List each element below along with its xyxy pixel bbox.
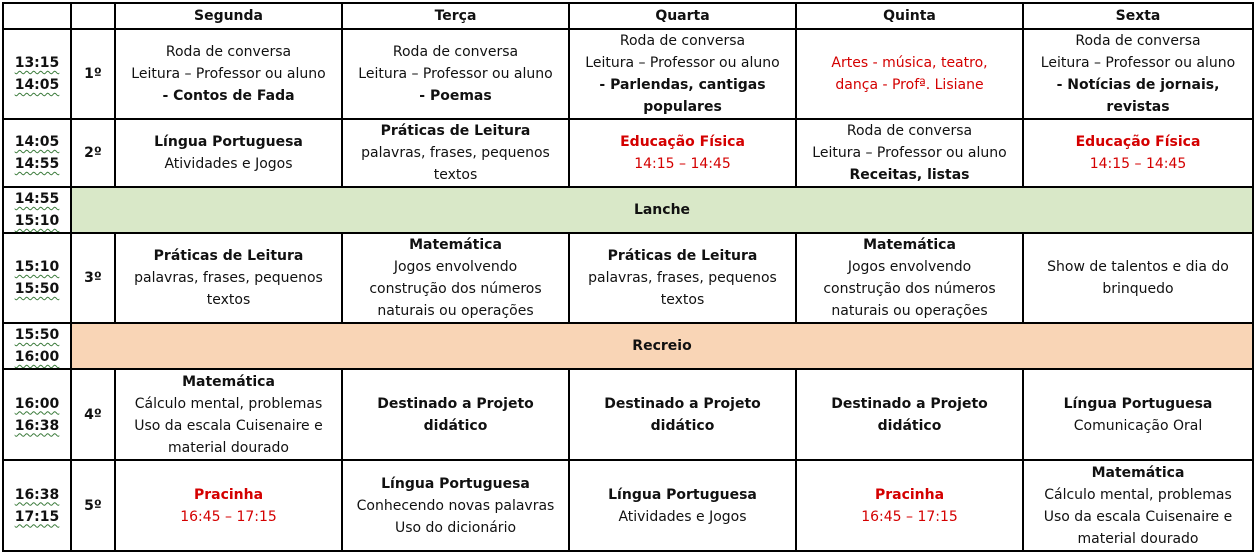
time-cell: 14:55 15:10 <box>3 187 71 233</box>
period-number: 1º <box>71 29 115 119</box>
header-empty-order <box>71 3 115 29</box>
cell-r3-monday: Práticas de Leitura palavras, frases, pequenos textos <box>115 233 342 323</box>
header-empty-time <box>3 3 71 29</box>
cell-r5-monday: Pracinha 16:45 – 17:15 <box>115 460 342 551</box>
cell-r1-wednesday: Roda de conversa Leitura – Professor ou aluno - Parlendas, cantigas populares <box>569 29 796 119</box>
cell-r5-thursday: Pracinha 16:45 – 17:15 <box>796 460 1023 551</box>
table-row-break <box>3 187 1253 233</box>
cell-r3-thursday: Matemática Jogos envolvendo construção dos números naturais ou operações <box>796 233 1023 323</box>
cell-r4-wednesday: Destinado a Projeto didático <box>569 369 796 460</box>
time-cell: 13:15 14:05 <box>3 29 71 119</box>
cell-r3-wednesday: Práticas de Leitura palavras, frases, pequenos textos <box>569 233 796 323</box>
table-row <box>3 29 1253 119</box>
time-cell: 15:10 15:50 <box>3 233 71 323</box>
table-row <box>3 369 1253 460</box>
period-number: 5º <box>71 460 115 551</box>
cell-r3-tuesday: Matemática Jogos envolvendo construção dos números naturais ou operações <box>342 233 569 323</box>
cell-r5-wednesday: Língua Portuguesa Atividades e Jogos <box>569 460 796 551</box>
header-day-monday: Segunda <box>115 3 342 29</box>
weekly-schedule-table <box>2 2 1254 552</box>
time-cell: 16:00 16:38 <box>3 369 71 460</box>
header-day-thursday: Quinta <box>796 3 1023 29</box>
cell-r2-monday: Língua Portuguesa Atividades e Jogos <box>115 119 342 187</box>
table-row-break <box>3 323 1253 369</box>
header-row <box>3 3 1253 29</box>
table-row <box>3 233 1253 323</box>
header-day-wednesday: Quarta <box>569 3 796 29</box>
cell-r1-monday: Roda de conversa Leitura – Professor ou aluno - Contos de Fada <box>115 29 342 119</box>
cell-r4-friday: Língua Portuguesa Comunicação Oral <box>1023 369 1253 460</box>
cell-r2-thursday: Roda de conversa Leitura – Professor ou aluno Receitas, listas <box>796 119 1023 187</box>
period-number: 3º <box>71 233 115 323</box>
cell-r1-thursday: Artes - música, teatro, dança - Profª. Lisiane <box>796 29 1023 119</box>
cell-r5-friday: Matemática Cálculo mental, problemas Uso da escala Cuisenaire e material dourado <box>1023 460 1253 551</box>
time-cell: 16:38 17:15 <box>3 460 71 551</box>
cell-r2-tuesday: Práticas de Leitura palavras, frases, pequenos textos <box>342 119 569 187</box>
table-row <box>3 460 1253 551</box>
period-number: 2º <box>71 119 115 187</box>
break-recreio: Recreio <box>71 323 1253 369</box>
cell-r3-friday: Show de talentos e dia do brinquedo <box>1023 233 1253 323</box>
break-lanche: Lanche <box>71 187 1253 233</box>
cell-r2-wednesday: Educação Física 14:15 – 14:45 <box>569 119 796 187</box>
cell-r1-tuesday: Roda de conversa Leitura – Professor ou aluno - Poemas <box>342 29 569 119</box>
cell-r4-monday: Matemática Cálculo mental, problemas Uso da escala Cuisenaire e material dourado <box>115 369 342 460</box>
cell-r4-thursday: Destinado a Projeto didático <box>796 369 1023 460</box>
cell-r2-friday: Educação Física 14:15 – 14:45 <box>1023 119 1253 187</box>
cell-r4-tuesday: Destinado a Projeto didático <box>342 369 569 460</box>
header-day-friday: Sexta <box>1023 3 1253 29</box>
period-number: 4º <box>71 369 115 460</box>
cell-r1-friday: Roda de conversa Leitura – Professor ou aluno - Notícias de jornais, revistas <box>1023 29 1253 119</box>
header-day-tuesday: Terça <box>342 3 569 29</box>
cell-r5-tuesday: Língua Portuguesa Conhecendo novas palavras Uso do dicionário <box>342 460 569 551</box>
time-cell: 15:50 16:00 <box>3 323 71 369</box>
time-cell: 14:05 14:55 <box>3 119 71 187</box>
table-row <box>3 119 1253 187</box>
